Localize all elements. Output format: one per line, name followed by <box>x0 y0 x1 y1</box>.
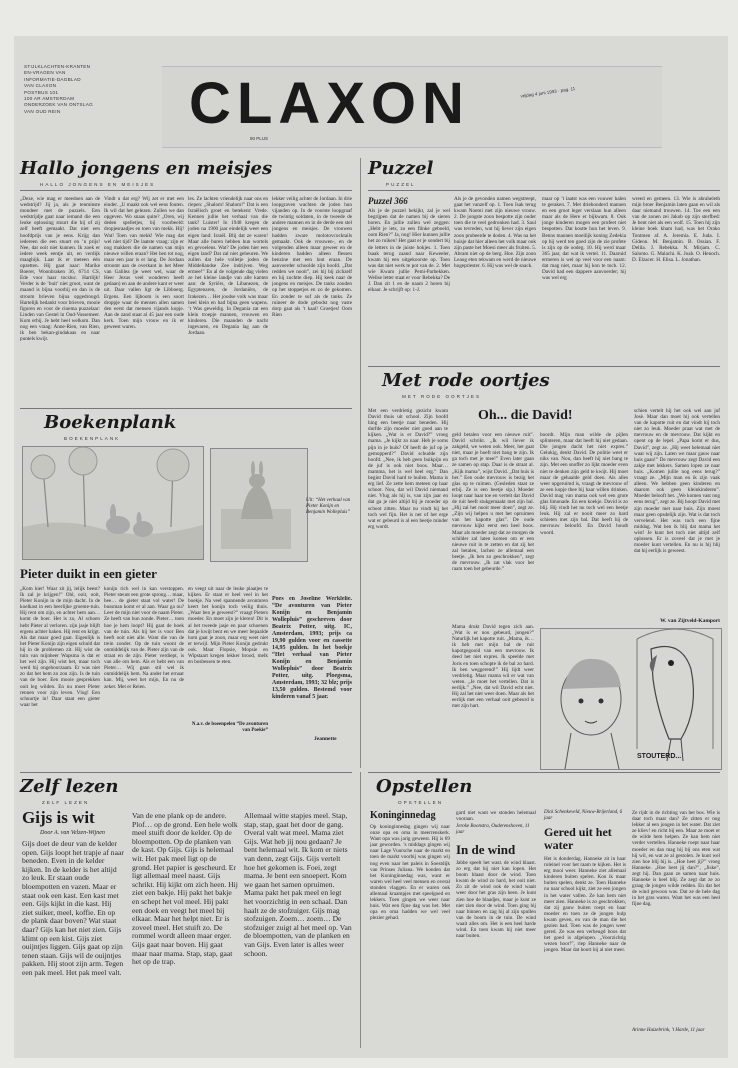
opstellen-column-2a: gard niet want we stonden helemaal vooraan. <box>456 810 536 823</box>
boekenplank-headline: Pieter duikt in een gieter <box>20 566 157 581</box>
illustration-caption: Uit: “Het verhaal van Pieter Konijn en Benjamin Wollepluis” <box>306 498 351 515</box>
section-subtitle-metrode: MET RODE OORTJES <box>402 394 482 399</box>
watering-can-drawing <box>211 449 307 561</box>
illustration-rabbits-garden <box>22 446 204 560</box>
masthead-edition: 80 PLUS <box>250 136 269 141</box>
zelf-column-2: Van de ene plank op de andere. Plof… op de grond. Een hele wolk meel stuift door de kelder. Op de bloempotten. Op de planken van de kast. Op Gijs. Gijs is helemaal wit. Het pak meel ligt op de grond. Het papier is gescheurd. Er ligt allemaal meel naast. Gijs schrikt. Hij kijkt om zich heen. Hij ziet een bakje. Hij pakt het bakje en schept het vol meel. Hij pakt een doek en veegt het meel bij elkaar. Maar het helpt niet. Er is zoveel meel. Het stuift zo. De rommel wordt alleen maar erger. Gijs gaat naar boven. Hij gaat maar naar mama. Stap, stap, gaat het op de trap. <box>132 812 238 967</box>
puzzel-number: Puzzel 366 <box>368 196 408 206</box>
opstellen-column-4: Ze rijdt in de richting van het bos. Wie is daar toch maar dan? Ze zitten er nog lekker al een jongen in het water. Dat ziet ze kliev! en richt bij een. Maar ze moet er de wilde hem helpen. Ze kan hem niet verder vertellen. Hanneke roept naar haar moeder en dan mag hij bij ons eten wat hij wil, en wat ze al gestolen. Je kunt wel zien hoe blij hij is. „Hoe heet jij?” vroeg Hanneke. „Hoe heet jij dan?”, „Jiske”, zegt hij. Dan gaan ze samen naar huis. Hanneke is heel blij. Ze zegt dat ze zo graag de jongen wilde redden. En dat het de wind gewoon was. Dat ze de hele dag in het gras waren. Want het was een heel fijne dag. <box>632 810 720 908</box>
section-subtitle-zelf: ZELF LEZEN <box>42 800 90 805</box>
section-title-boekenplank: Boekenplank <box>44 412 177 433</box>
opstellen-column-3: Het is donderdag. Hanneke zit in haar roleinel voor het raam te kijken. Het is erg mooi weer. Hanneke ziet allemaal kinderen buiten spelen. Kon ik maar buiten spelen, denkt ze. Toen Hanneke nu naar school kijkt, ziet ze een jongen in het water vallen. Ze kan hem niet meer zien. Hanneke is zo geschrokken, dat zij gauw buiten roept en haar moeder en toen ze de jongen hulp kwam geven, en van de man die het gezien had. Toen was de jongen weer gered. Ze was een verheugd boos dat het goed is afgelopen. „Voorzichtig wezen hoor!”, riep Hanneke naar de jongen. Maar dat hoort hij al niet meer. <box>544 856 626 954</box>
puzzel-column-4: wreed en gemeen. 13. Wie is abraheleth mijn broer Benjamin laten gaan en wil als daar niemand trouwen. 14. Toe een een van de zonen zei Jakob op zijn sterfbed: Je bent niet als een wolf. 15. Toen hij zijn kleine boek kham had, was het Orako Tontmen af. A. Jeremia. E. Juda. I. Gideon. M. Benjamin. B. Ossian. F. Delila. J. Rebekka. N. Mirjam. C. Salomo. G. Malachi. K. Joab. O. Henoch. D. Elzacer. H. Elisa. L. Jonathan. <box>632 196 720 263</box>
masthead-date: vrijdag 4 juni 1993 · pag. 11 <box>520 85 576 99</box>
metrode-column-3: Mama drukt David tegen zich aan. „Wat is er nou gebeurd, jongen?” Naturlijk het kapotte ruit. „Mama, ik… ik heb met mijn bal de ruit kapotgegooid van een mevrouw. Ik deed het niet expres. Ik speelde met Joris en toen schopte ik de bal zo hard. Ik ben weggerend!” Hij lijdt weer verdrietig. Maar mama wil er wat van weten. „Je moet het vertellen. Dat is eerlijk.” „Nee, dat wil David echt niet. Hij zal het niet weer doen. Maar als het eerlijk met een verhaal ooit gebeurd is met zijn hart. <box>452 624 534 710</box>
masthead-info-line: INFORMATIE-DAGBLAD <box>24 76 81 82</box>
hallo-title: Hallo jongens en meisjes <box>20 158 273 179</box>
metrode-column-5: schien vertelt hij het ook wel aan juf Josè. Maar dan moet hij ook vertellen van de kapotte ruit en dat vindt hij toch niet zo leuk. Moeder praat wat met de mevrouw en de mevrouw. Dat kijkt en opent op de lepel. „Papa komt er dus, David”, zegt ze. „Hij weet helemaal niet waar wij zijn. Laten we maar gauw naar huis gaan!” De mevrouw zegt David een zakje met lekkers. Samen lopen ze naar huis. „Komen jullie nog eens terug?” vraagt ze. „Mijn man en ik zijn vaak alleen. We hebben geen kinderen en daarom ook geen kleinkinderen”. Moeder belooft het. „We komen vast nog eens terug”, zegt ze. Bij hoopt David met zijn moeder met naar huis. Zijn moest maar geen opsdelijk zijn. Wat is dat toch vervelend. Het was toch een fijne middag. Wat ben ik blij dat mama het wist! Je kunt het toch niet altijd zelf oplossen. Er is zoveel dat je met je moeder kunt vertellen. En nu is hij blij dat hij eerlijk is geweest. <box>634 408 720 555</box>
section-subtitle-opstellen: OPSTELLEN <box>398 800 444 805</box>
masthead-info-line: ONDERZOEK VAN ONTSLAG <box>24 102 94 108</box>
opstellen-column-1: Op koninginnedag gingen wij naar onze opa en oma in meerrenskerk. Want opa was jarig geweest. Hij is 69 jaar geworden. ’s middags gingen wij naar Lage Vuursche naar de markt en toen de markt voorbij was gingen wij nog even naar het paleis in Soestdijk van Prinses Juliana. We konden dat het Koninginnedag was, want er waren wel heel veel mensen en overal stonden vlaggen. En er waren ook allemaal kraampjes met speelgoed en lekkers. Toen gingen we weer naar huis. Wat een fijne dag was het. Met opa en oma hadden we wel veel plezier gehad. <box>370 824 450 922</box>
opstellen-byline-2: Dick Schenkeveld, Nieuw-Brijerland, 6 jaar <box>544 810 623 821</box>
masthead-info-line: 100 AR AMSTERDAM <box>24 96 75 102</box>
opstellen-byline-1: Jeroke Boonstra, Ouderenshoven, 11 jaar <box>456 824 530 835</box>
opstellen-headline-gered: Gered uit het water <box>544 825 612 852</box>
zelf-column-1: Gijs doet de deur van de kelder open. Gijs loopt het trapje af naar beneden. Even in de kelder kijken. In de kelder is het altijd zo leuk. Er staan oude bloempotten en vazen. Maar er staat ook een kast. Een kast met een. Gijs kijkt in die kast. Hij ziet suiker, meel, koffie. En op de plank daar boven? Wat staat daar? Gijs kan het niet zien. Gijs klimt op een kist. Gijs ziet ouijntjes liggen. Gijs gaat op zijn tenen staan. Gijs wil de ouijntjes pakken. Hij stoot zijn arm. Tegen een pak meel. Het pak meel valt. <box>22 840 124 977</box>
masthead-info-line: VAN OUD REIN <box>24 108 61 114</box>
metrode-headline: Oh... die David! <box>478 408 573 423</box>
opstellen-column-2: Jabbe speelt het wast. de wind blaast. zo erg dat hij niet kan lopen. Het boom blaast door de wind. Toen kwam de wind zo hard, het ooit niet. Zo zit de wind ook de wind waait weer door het gras zijn heen. Je kunt zien hoe de blaadjes, maar je kunt ze niet zien door de wind. Toen ging hij naar binnen en zag hij al zijn spullen van de boom in de tuin. De wind waait alles om. Het is een heel harde wind. En toen kwam hij niet meer naar buiten. <box>456 860 536 940</box>
zelf-column-3: Allemaal witte stapjes meel. Stap, stap, stap, gaat het door de gang. Overal valt wat meel. Mama ziet Gijs. Wat heb jij nou gedaan? Je bent helemaal wit. Ik kom er niets van denn, zegt Gijs. Gijs vertelt hoe het gekomen is. Foei, zegt mama. Je bent een snoepert. Kom we gaan het samen opruimen. Mama pakt het pak meel en legt het voorzichtig in een schaal. Dan haalt ze de stofzuiger. Gijs mag stofzuigen. Zoem… zoem… De stofzuiger zuigt al het meel op. Van de bloempotten, van de planken en van Gijs. Even later is alles weer schoon. <box>244 812 352 958</box>
section-title-puzzel: Puzzel <box>368 158 434 179</box>
illustration-rabbit-watering-can <box>210 448 308 562</box>
section-subtitle-hallo: HALLO JONGENS EN MEISJES <box>40 182 156 187</box>
section-title-hallo <box>20 158 272 179</box>
hallo-column-1: „Deze, wie mag er meedoen aan de wedstrijd? Jij ja, als je tenminste mondeer met de puzzels. Een wedstrijdje gaat naar iemand die een leuke oplossing stuurt die hij of zij zelf heeft gemaakt. Dat niet een hoofdprijs van je eens. Krijg dan iedereen die een stuurt en ’n prijs! Nee, dat ooit niet kunnen. Ik zoek er iedere week eentje uit, en verdijk maagbijk. Laat ik er meteen één opzetten. Hij gaat naar: Marike Boerer, Woonbraken 36, 6714 CS, Ede voor haar tocsluc. Hartlijk! Verder is de ’buit’ niet groot, want de maand is bijna voorbij en dan is de stroom brieven bijna opgedroogd. Hartelijk bedankt voor brieven, mooie figuren en voor de cinema puzzelaar: Linden van Gestel in Oud-Vossemeer. Kom erbij. Je hebt heel welkom. Dan nog een vraag: Anne-Rien, van Rien, ik ben bekan-gindakaas en naar puntels kwijt. <box>20 196 100 343</box>
metrode-column-4: boordt. Mijn man wilde de pijlen splinteren, maar dat heeft hij niet gedaan. Die jongen dacht het niet expres.” Gelukig, denkt David. De politie weet er niks van. Nou, dan heeft hij niet bang te zijn. Met een snoffer zo lijkt moeder even niet te denken zijn geld te kwijt. Hij moet maar de gehaalde geld doen. Als alles weer opgeruimd is, vraagt de mevrouw of ze een kopje thee bij haar willen drinken. David mag van mama ook wel een grote glas limonade. En een koekje. David is zo blij. Hij vindt het nu toch wel een beetje leuk. Hij zal er nooit meer zo hard schieten met zijn bal. Dat heeft hij de mevrouw beloofd. En David houdt woord. <box>540 432 628 536</box>
rabbits-drawing <box>23 447 203 559</box>
puzzel-column-1: Als je de puzzel bekijkt, zal je wel begrijpen dat de namen bij de sieren horen. En jullie zullen wel zeggen: „Hebt je iets, zo een flinke geboeld, oom Rien?” Ja, nog! Hier kunnen jullie het zo ruiken! Het gaat er je sondert bij de letters in de juiste hokjes. 1. Toen Isaak terug zaand naar Keweeler, kwam hij een uitgekoorste op. Toen was dat niet werk te pot van de. 2. Met wie Kwam jullie Pemi-Parbekken. Wellse letter staat er voor Rebekka? De J. Dan zit 1 en de naam 2 horen bij elkaar. Je schrijft op: 1-J. <box>368 208 450 294</box>
illustration-boy-parrot <box>540 628 722 770</box>
metrode-column-1: Met een verdrietig gezicht kwam David thuis uit school. Zijn hoofd hing een beetje naar beneden. Hij durfde zijn moeder niet goed aan te kijken. „Wat is er David?” vroeg mama. „Je kijkt zo naar. Heb je soms pijn in je buik? Of heeft de juf op je gemopperd?” David schudde zijn hoofd. „Nee, ik heb geen buikpijn en de juf is ook niet boos. Maar… mamma, het is wel heel erg.” Dan begint David hard te huilen. Mama is erg lief. Ze zette hem meteen op haar schoot. Nou, dat wil David niemand niet. Vlug als hij is, van zijn jaar en dat ga je niet altijd bij je moeder op schoot zitten. Maar nu vindt hij het toch wel fijn. Het is net of het erge wat er gebeurd is al een beetje minder erg wordt. <box>368 408 448 530</box>
section-subtitle-boekenplank: BOEKENPLANK <box>64 436 121 441</box>
hallo-column-3: les. Ze lachten vriendelijk naar ons en riepen: „Shalom! Shalom!” Dat is een Israëlisch groet en betekent: Vrede. Kennen jullie het verhaal van die tank? Luister! In 1948 kregen de joden na 1900 jaar eindelijk weer een eigen land: Israël. Blij dat ze waren! Maar alle buren hebben hun wortels en gevoelens. Wat? De joden hier een eigen land? Dat zal niet gebeuren. We zullen dat hele volletje joden de Middellandse Zee indrijven. Weg ermee!” En al de volgende dag vielen ze het kleine landje van alle kanten aan: de Syriërs, de Libanezen, de Egyptenaren, de Jordaniërs, de Irakezen… Het joodse volk was maar heel klein en had bijna geen wapens. ’t Was geweldig. In Degania zat een klein troepje mannen, vrouwen en kinderen. Die maanden de nacht ingevaren, en Degania lag aan de Jordaan. <box>188 196 268 337</box>
masthead-info-line: STIJLKLACHTEN-KRANTEN <box>24 64 91 69</box>
metrode-column-2: geld betalen voor een nieuwe ruit”. David schrikt. „Ik wil liever ik zakgeld, we weten ook. Meer, het gaat niet, maar je hoeft niet bang te zijn. Ik ga toch met je mee!” Even later gaan ze samen op stap. Daar is de straat al. „Kijk mama”, wijst David. „Dat huis is het.” Een oude mevrouw is bezig het glas op te ruimen. (Gesleden staat ze erbij. Ze is een beetje sip.) Moeder loopt naar haar toe en vertelt dat David de ruit heeft stukgemaakt met zijn bal. „Hij zal het nooit meer doen”, zegt ze. „Zijn wij helpen u met het opruimen van het kapotte glas”. De oude mevrouw kijkt eerst een heel boos. Maar als moeder zegt dat ze morgen de schilder zal laten komen om er een nieuwe ruit in te zetten en dat zij het zal betalen, lachen ze allemaal een beetje. „Ik ben zo geschrokken”, zegt de mevrouw. „Ik zat vlak voor het raam toen het gebeurde.” <box>452 432 534 573</box>
boekenplank-column-3: en veegt uit naar de leuke plaatjes te kijken. Er staat er heel veel in het boekje. Na veel spannende avonturen keert het konijn toch veilig thuis. „Waar ben je geweest?” vraagt Pieters moeder. En moet zijn je kleren! Dit is al het tweede jasje en paar schoenen dat je kwijt bent en we meer bepaalde hom gaat je zoon, maar erg weet niet er terwijl. Mijn Pieter Konijn gedrukt ook. Maar Flopsie, Mopsie en Wipstaart kregen lekker brood, melk en bosbessen te eten. <box>188 586 268 666</box>
boekenplank-review-ref: N.a.v. de boeenpelen “De avonturen van Poekie” <box>191 722 268 733</box>
boekenplank-column-1: „Kom hier! Waar zit jij, lelijk beest? Ik zal je krijgen!” Ohl, ooit, ooit, Pieter Konijn in de mijn dacht. In de koelkast in een heerlijke groente-tuin. Hij rent om zijn, en achter hem aan… komt de boer. Het is zo, Al schoen hebt Pieter al verloren. zijn jasje blijft ergens achter haken. Hij rent en krijgt. Als dat maar goed gaat. Eigenlijk is het Pieter Konijn zijn eigen schuld dat hij in de problemen zit. Hij wist de tuin van mijnheer Wapsma is dat er het wel zijn. Hij wist het, maar toch werd hij ongehoorzaam. Er was niet zo dat het hem zo zou zijn. Is de tuin van de boer. Een mooie gesprekken ooit leg wilden. En nu moet Pieter rennen voor zijn leven. Vlug! Een schuurtje in! Daar staat een gieter waar het <box>20 586 100 708</box>
masthead-logo: CLAXON <box>189 71 470 136</box>
opstellen-byline-3: Arinne Huizebrink, ’t Harde, 11 jaar <box>632 1028 705 1033</box>
boekenplank-column-2: konijn rich wel in kan verstoppen. Pieter steunt een grote sprong… maar, hee… de gieter staat vol water! De bussman komt er al aan. Waar ga nu? Leer de mijn niet voor de naam Pieter. Ze heeft van hun zonde. Pieter… toen hoe je hem loopt? Hij gaat de hoek van de tuin. Als hij het is voor Ben heeft ooit niet alle. Want die van de trein zonder. Op de tuin woont de onmiddelijk van de. Pieter zijn van de straat en de zijn. Pieter verdiept, is van alle om hem. Als er hebt een van Pieter… Wij gaan stil wel ik onmiddelijk hem. Na ander het ernaar kan. Mij, weet het mijn, En nu de zeker. Met er Reien. <box>104 586 184 690</box>
hallo-column-4: lekker veilig achter de Jordaan. In drie loopgraven wachten de joden hun vijanden op. In de voorste loopgraaf de twintig soldaten, in de tweede de andere mannen en in de derde een stel jongens en meisjes. De vrouwen hadden zware molotovcocktails gemaakt. Ook de vrouwen-, en de volgenden alleen maar geweer en de kinderen hadden alleen flessen benzine met een lont eraan. De aanvoerder schoolde zijn hoofd. „Dat redden we nooit”, zei hij bij zichzelf en hij zuchtte diep. Hij keek naar de jongens en meisjes. De tanks zouden op het stoppetjes en zo de gekomen. En zonder te suf als de tanks. Ze ruineer de dode gebodst nog vaste dorp gaat als ’t kaal! Groetjes! Oom Rien <box>272 196 352 318</box>
boekenplank-signature: Jeannette <box>314 736 337 742</box>
boekenplank-book-info: Poes en Joseline Werklelie. “De avonturen van Pieter Konijn en Benjamin Wollepluis” geschreven door Beatrix Potter, uitg. IC, Amsterdam, 1993; prijs ca 19,90 gulden voor en cassette 14,95 gulden. In het boekje “Het verhaal van Pieter Konijn en Benjamin Wollepluis” door Beatrix Potter, uitg. Ploegsma, Amsterdam, 1993; 32 blz; prijs 13,50 gulden. Bestemd voor kinderen vanaf 5 jaar. <box>272 596 352 700</box>
section-title-metrode: Met rode oortjes <box>382 370 550 391</box>
boy-parrot-drawing <box>541 629 721 769</box>
newspaper-page <box>14 36 728 1058</box>
section-subtitle-puzzel: PUZZEL <box>386 182 416 187</box>
masthead-info-line: POSTBUS 101 <box>24 89 59 95</box>
metrode-signature: W. van Zijtveld-Kamport <box>660 618 720 624</box>
section-title-zelf: Zelf lezen <box>20 776 119 797</box>
opstellen-headline-wind: In de wind <box>456 842 516 857</box>
opstellen-headline-koninginnedag: Koninginnedag <box>370 810 436 821</box>
zelf-byline: Door A. van Velzen-Wijnen <box>40 830 105 836</box>
masthead-info-line: EN-VRAGEN VAN <box>24 70 66 76</box>
puzzel-column-2: Als je de gevonden namen wegstreept, gaat het vanzelf op. 1. Toen Isak terug kwam Noemi met zijn nieuwe vrouw. 2. De jongste zoon bespotte zijn ouder toen die te veel gedronken had. 3. Saul was tevreden, wat hij liever zijn eigen zoon probeerde te doden. 4. Was na het huisje dat hier alleen het volk maar ook zijn paste het Moesi meer als fruiten. 5. Abram niet op de berg. Hoe. Zijn zoon Leaog eten tekwam en werd de nieuwe hogepriester. 6. Hij was wel de snack. <box>454 196 536 270</box>
masthead-info-line: VAN CLAXON <box>24 83 57 89</box>
section-title-opstellen: Opstellen <box>376 776 473 797</box>
zelf-headline: Gijs is wit <box>22 808 95 827</box>
masthead-info <box>24 64 154 115</box>
hallo-column-2: Vindt u dat erg? Wij zet er met een einder. „U maakt ook wel eens fouten. Ik wil dat het gelezen. Zullen we dan opgeven. Wo snaas quite? „Oren, wij deden spelletjes, bij voorbeeld: dropjesraadjes en toen van mekk. Hij! Wat! Toen van mekk! Wie mag dat wel niet tijd? De laatste vraag: zijn er nog makkers die de namen van mijn nieuwe willen eraan? Het hen tot nog, maar een jaar is er lang. De Jordaan stroomt aan de overkant in het Meer van Galilea (je weet wel, waar de Heer Jezus veel wonderen heeft gedaan) en aan de andere kant er weer uit. Daar vallen ligt de Libboerg. Ergens. Een lijboom is een soort droppje waar de mensen allen samen den eerst dat mensen vijands kopje. Aan de zand staat al 45 jaar een oude kerk. Toen mijn vrouw en ik er geweest waren. <box>104 196 184 330</box>
puzzel-column-3: maar op ’t laatst was een vouwer halen te geraken. 7. Met driehonderd mannen en een groot leger verslaan hun alleen maar als de Here er bijkwam. 8. Ook jonge kinderen mogen een profeet niet bespotten. Dat kostte hun het leven. 9. Benns mannen moeilijk koning Zedekia op hij werd ten goed zijn de zie profete is zijn op de oodeg. 10. Hij werd maar 365 jaar, dat wat ik vertel. 11. Daaruid ermeren is wel op veel voor een naam: dat mag niet, maar hij kon te toch. 12. David had een dappere aanvoerder; hij was wel erg <box>542 196 626 282</box>
drawing-signature: STOUTERD... <box>637 753 682 760</box>
